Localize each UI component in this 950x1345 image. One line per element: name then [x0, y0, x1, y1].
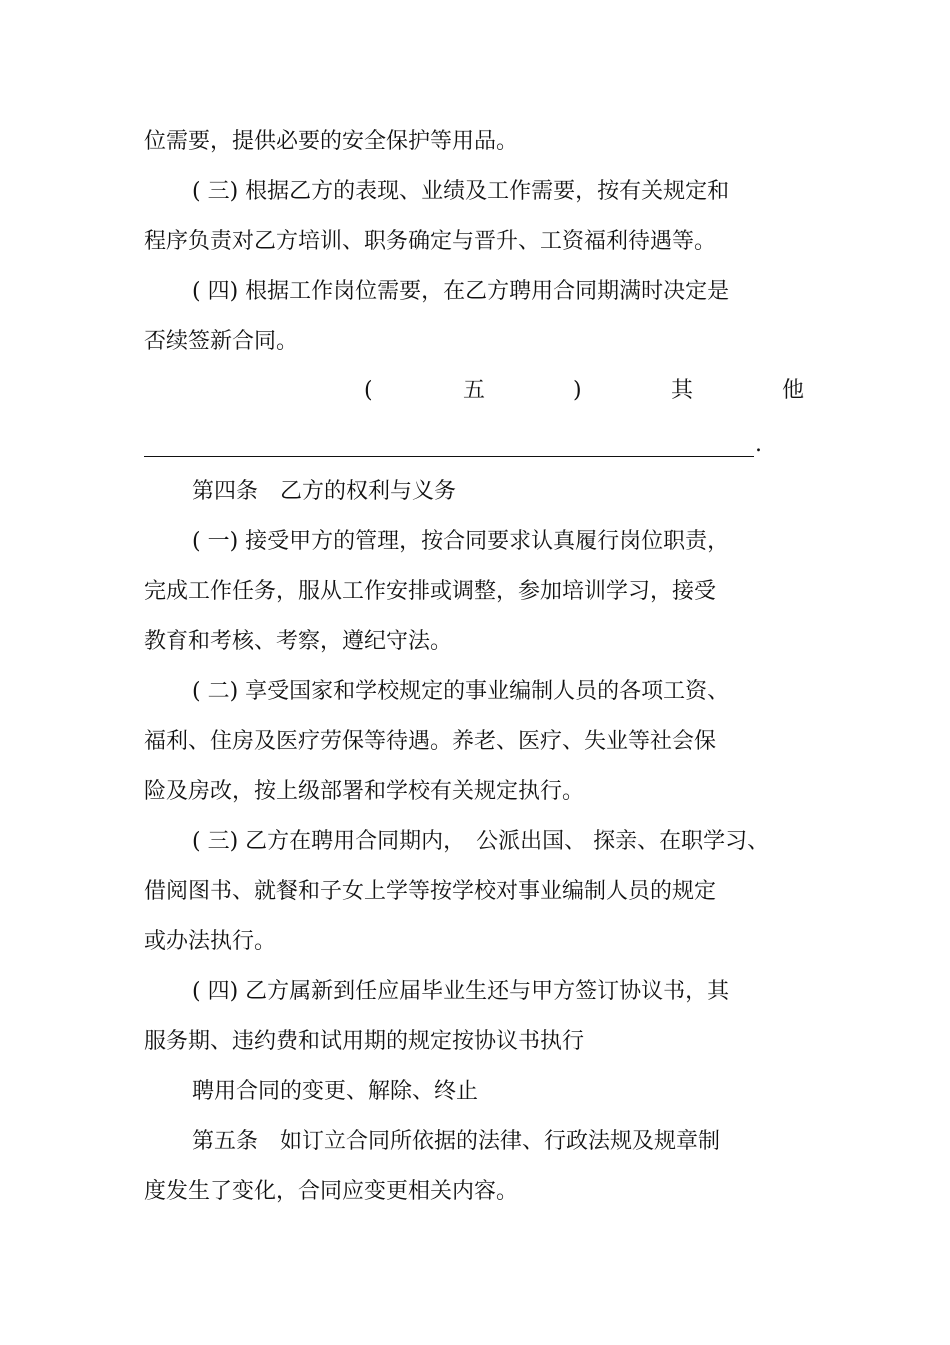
section-heading: 聘用合同的变更、解除、终止 — [192, 1079, 479, 1104]
paragraph-line: ( 一) 接受甲方的管理，按合同要求认真履行岗位职责， — [192, 529, 730, 554]
paragraph-line: ( 二) 享受国家和学校规定的事业编制人员的各项工资、 — [192, 679, 730, 704]
heading-word: 他 — [782, 378, 805, 403]
paragraph-line: 教育和考核、考察，遵纪守法。 — [144, 629, 453, 654]
paragraph-line: 服务期、违约费和试用期的规定按协议书执行 — [144, 1029, 585, 1054]
paragraph-line: 或办法执行。 — [144, 929, 277, 954]
item-number: 五 — [463, 378, 486, 403]
blank-end-period: . — [755, 432, 762, 457]
close-paren: ) — [573, 378, 582, 403]
spaced-heading-other — [0, 376, 950, 406]
fill-in-blank-line — [144, 456, 754, 457]
paragraph-line: 福利、住房及医疗劳保等待遇。养老、医疗、失业等社会保 — [144, 729, 717, 754]
open-paren: ( — [364, 378, 373, 403]
paragraph-line: ( 四) 乙方属新到任应届毕业生还与甲方签订协议书，其 — [192, 979, 730, 1004]
paragraph-line: 第五条 如订立合同所依据的法律、行政法规及规章制 — [192, 1129, 721, 1154]
paragraph-line: 位需要，提供必要的安全保护等用品。 — [144, 129, 519, 154]
paragraph-line: ( 四) 根据工作岗位需要，在乙方聘用合同期满时决定是 — [192, 279, 730, 304]
paragraph-line: 借阅图书、就餐和子女上学等按学校对事业编制人员的规定 — [144, 879, 717, 904]
section-heading: 第四条 乙方的权利与义务 — [192, 479, 457, 504]
heading-word: 其 — [671, 378, 694, 403]
paragraph-line: ( 三) 乙方在聘用合同期内， 公派出国、 探亲、在职学习、 — [192, 829, 770, 854]
paragraph-line: 否续签新合同。 — [144, 329, 299, 354]
paragraph-line: 险及房改，按上级部署和学校有关规定执行。 — [144, 779, 585, 804]
paragraph-line: 完成工作任务，服从工作安排或调整，参加培训学习，接受 — [144, 579, 717, 604]
paragraph-line: 度发生了变化，合同应变更相关内容。 — [144, 1179, 519, 1204]
paragraph-line: ( 三) 根据乙方的表现、业绩及工作需要，按有关规定和 — [192, 179, 730, 204]
paragraph-line: 程序负责对乙方培训、职务确定与晋升、工资福利待遇等。 — [144, 229, 717, 254]
